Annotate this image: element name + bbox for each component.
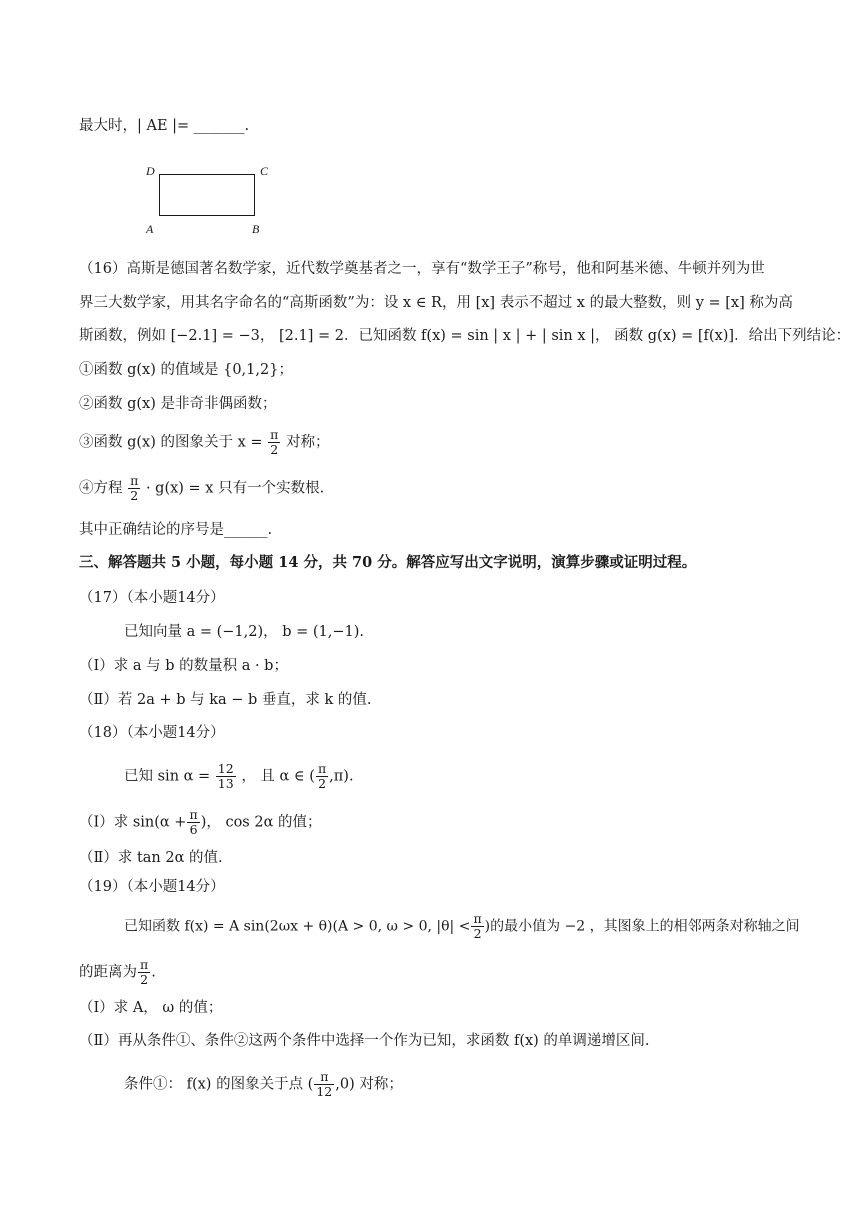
q16-conclusion-3 (79, 428, 329, 457)
fraction-den: 2 (318, 776, 327, 791)
q16-c4-text: ④方程 (79, 480, 123, 497)
figure-label-c: C (260, 164, 269, 178)
fraction (316, 762, 328, 791)
q19-given-tail: )的最小值为 −2 ，其图象上的相邻两条对称轴之间 (484, 918, 800, 935)
fraction-den: 2 (130, 488, 139, 503)
q18-p1-text: （Ⅰ）求 sin(α + (79, 814, 187, 831)
q18-part-2: （Ⅱ）求 tan 2α 的值. (79, 850, 223, 866)
fraction-num: π (473, 911, 482, 926)
q19-part-1: （Ⅰ）求 A， ω 的值； (79, 1000, 223, 1016)
q18-p1-tail: )， cos 2α 的值； (200, 814, 322, 831)
q17-heading: （17）（本小题14分） (79, 590, 225, 606)
q19-distance-text: 的距离为 (79, 964, 137, 981)
q16-conclusion-2: ②函数 g(x) 是非奇非偶函数； (79, 396, 277, 412)
q19-heading: （19）（本小题14分） (79, 879, 225, 895)
q19-part-2: （Ⅱ）再从条件①、条件②这两个条件中选择一个作为已知，求函数 f(x) 的单调递增区间. (79, 1033, 650, 1049)
q16-line-3: 斯函数，例如 [−2.1] = −3， [2.1] = 2．已知函数 f(x) = sin | x | + | sin x |， 函数 g(x) = [f(x)]．给出下列结论： (79, 328, 851, 344)
section-3-heading: 三、解答题共 5 小题，每小题 14 分，共 70 分。解答应写出文字说明，演算步骤或证明过程。 (79, 554, 697, 571)
q17-given: 已知向量 a = (−1,2)， b = (1,−1). (124, 624, 365, 640)
q18-given-tail: ,π). (329, 768, 354, 785)
fraction (216, 762, 236, 791)
fraction-num: π (317, 761, 327, 776)
q16-c3-text: ③函数 g(x) 的图象关于 x = (79, 434, 263, 451)
fraction (187, 808, 199, 837)
fraction-num: π (140, 957, 149, 972)
q19-cond1-tail: ,0) 对称； (335, 1076, 403, 1093)
q19-cond1-text: 条件①： f(x) 的图象关于点 ( (124, 1076, 314, 1093)
q18-part-1 (79, 808, 321, 837)
q19-given-text: 已知函数 f(x) = A sin(2ωx + θ)(A > 0, ω > 0, |θ| < (124, 918, 471, 935)
q16-answer-line: 其中正确结论的序号是______. (79, 522, 273, 538)
fraction (471, 912, 483, 941)
rectangle-figure (159, 174, 255, 216)
q18-heading: （18）（本小题14分） (79, 725, 225, 741)
fraction (268, 428, 280, 457)
q18-given (124, 762, 354, 791)
fraction-num: π (314, 1070, 334, 1085)
fraction-num: 12 (217, 761, 234, 776)
figure-label-d: D (146, 164, 155, 178)
q16-c3-tail: 对称； (285, 434, 330, 451)
fraction-den: 12 (316, 1084, 333, 1099)
fraction-den: 13 (217, 776, 234, 791)
figure-label-a: A (146, 222, 154, 236)
figure-label-b: B (252, 222, 260, 236)
q17-part-2: （Ⅱ）若 2a + b 与 ka − b 垂直，求 k 的值. (79, 692, 372, 708)
q19-given (124, 912, 800, 941)
fraction-den: 2 (270, 442, 279, 457)
q16-line-1: （16）高斯是德国著名数学家，近代数学奠基者之一，享有“数学王子”称号，他和阿基米德、牛顿并列为世 (79, 261, 765, 277)
q16-line-2: 界三大数学家，用其名字命名的“高斯函数”为：设 x ∈ R，用 [x] 表示不超过 x 的最大整数，则 y = [x] 称为高 (79, 295, 793, 311)
q16-conclusion-4 (79, 474, 324, 503)
fraction (128, 474, 140, 503)
q16-conclusion-1: ①函数 g(x) 的值域是 {0,1,2}； (79, 362, 293, 378)
fraction-num: π (130, 473, 139, 488)
fraction (138, 958, 150, 987)
q19-distance (79, 958, 156, 987)
fraction-den: 6 (189, 822, 198, 837)
q19-condition-1 (124, 1070, 403, 1099)
q18-given-text: 已知 sin α = (124, 768, 211, 785)
q19-distance-tail: . (151, 964, 156, 981)
q16-c4-tail: · g(x) = x 只有一个实数根. (145, 480, 325, 497)
fraction (314, 1070, 334, 1099)
fraction-den: 2 (473, 926, 482, 941)
q18-given-text-2: ， 且 α ∈ ( (241, 768, 315, 785)
fraction-den: 2 (140, 972, 149, 987)
fraction-num: π (189, 807, 198, 822)
q17-part-1: （Ⅰ）求 a 与 b 的数量积 a · b； (79, 658, 288, 674)
fraction-num: π (270, 427, 279, 442)
question-15-tail: 最大时，| AE |= _______. (79, 118, 250, 134)
